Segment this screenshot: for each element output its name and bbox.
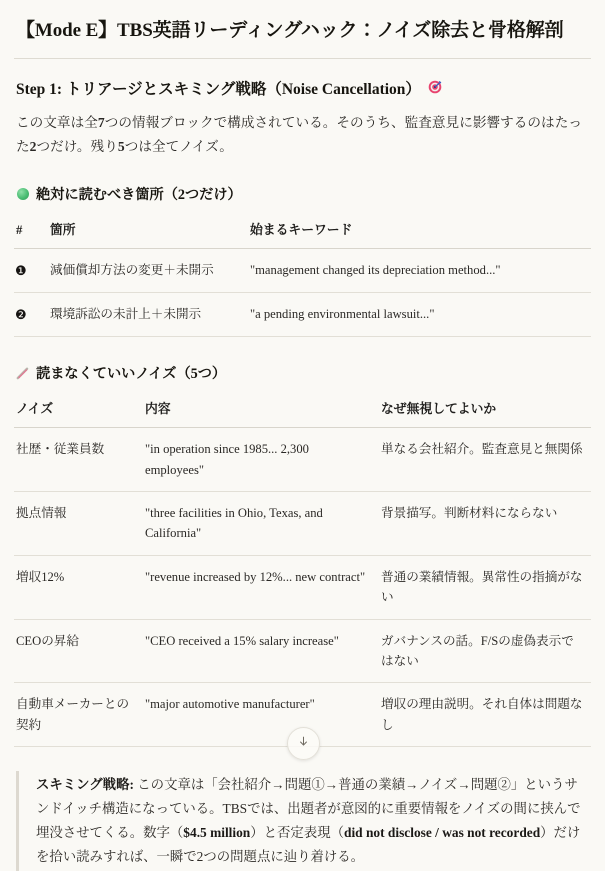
step-1-intro-paragraph (16, 111, 591, 158)
cell-noise: 増収12% (14, 555, 143, 619)
intro-count-total: 7 (97, 115, 105, 131)
intro-count-noise: 5 (117, 138, 125, 154)
table-row (14, 491, 591, 555)
cell-reason: 普通の業績情報。異常性の指摘がない (379, 555, 591, 619)
noise-section-heading (16, 363, 591, 383)
intro-text-c: つの情報ブロックで構成されている。そのうち、監査意見に影響するのはたった (16, 115, 582, 154)
column-header-keyword: 始まるキーワード (248, 215, 591, 249)
column-header-reason: なぜ無視してよいか (379, 394, 591, 428)
column-header-index: # (14, 215, 48, 249)
noise-table (14, 394, 591, 747)
cell-noise: 拠点情報 (14, 491, 143, 555)
cell-noise: CEOの昇給 (14, 619, 143, 683)
title-divider (14, 58, 591, 59)
must-read-table (14, 215, 591, 337)
cell-reason: 単なる会社紹介。監査意見と無関係 (379, 428, 591, 492)
cell-content: "three facilities in Ohio, Texas, and California" (143, 491, 379, 555)
noise-section-label: 読まなくていいノイズ（5つ） (36, 366, 227, 383)
cell-content: "major automotive manufacturer" (143, 683, 379, 747)
cell-index: ❶ (14, 249, 48, 293)
table-row (14, 428, 591, 492)
cell-keyword: "management changed its depreciation method..." (248, 249, 591, 293)
table-row (14, 293, 591, 337)
cell-content: "in operation since 1985... 2,300 employees" (143, 428, 379, 492)
cell-reason: 増収の理由説明。それ自体は問題なし (379, 683, 591, 747)
column-header-noise: ノイズ (14, 394, 143, 428)
callout-text-2: ）と否定表現（ (250, 824, 344, 840)
table-header-row (14, 394, 591, 428)
cell-keyword: "a pending environmental lawsuit..." (248, 293, 591, 337)
target-icon (428, 80, 442, 98)
step-1-heading-label: Step 1: トリアージとスキミング戦略（Noise Cancellation） (16, 80, 421, 98)
intro-count-important: 2 (29, 138, 37, 154)
table-row (14, 555, 591, 619)
cell-noise: 社歴・従業員数 (14, 428, 143, 492)
page-title: 【Mode E】TBS英語リーディングハック：ノイズ除去と骨格解剖 (16, 20, 564, 41)
callout-text-1: この文章は「会社紹介→問題①→普通の業績→ノイズ→問題②」というサンドイッチ構造になっている。TBSでは、出題者が意図的に重要情報をノイズの間に挟んで埋没させてくる。数字（ (36, 777, 581, 840)
callout-amount: $4.5 million (183, 824, 251, 840)
column-header-place: 箇所 (48, 215, 248, 249)
strikethrough-icon (16, 367, 29, 380)
must-read-section-heading (16, 184, 591, 204)
step-1-heading (16, 79, 591, 101)
cell-noise: 自動車メーカーとの契約 (14, 683, 143, 747)
cell-content: "CEO received a 15% salary increase" (143, 619, 379, 683)
cell-place: 減価償却方法の変更＋未開示 (48, 249, 248, 293)
cell-content: "revenue increased by 12%... new contract" (143, 555, 379, 619)
table-header-row (14, 215, 591, 249)
table-row (14, 249, 591, 293)
cell-reason: ガバナンスの話。F/Sの虚偽表示ではない (379, 619, 591, 683)
table-row (14, 619, 591, 683)
must-read-section-label: 絶対に読むべき箇所（2つだけ） (36, 187, 242, 204)
green-circle-icon (16, 188, 29, 201)
intro-text-g: つは全てノイズ。 (124, 138, 233, 154)
skimming-strategy-callout (16, 771, 591, 870)
column-header-content: 内容 (143, 394, 379, 428)
cell-index: ❷ (14, 293, 48, 337)
intro-text-e: つだけ。残り (36, 138, 118, 154)
callout-negation-phrases: did not disclose / was not recorded (344, 824, 541, 840)
callout-label: スキミング戦略: (36, 777, 134, 793)
intro-text-a: この文章は全 (16, 115, 98, 131)
cell-reason: 背景描写。判断材料にならない (379, 491, 591, 555)
callout-text-3: ）だけを拾い読みすれば、一瞬で2つの問題点に辿り着ける。 (36, 824, 581, 864)
cell-place: 環境訴訟の未計上＋未開示 (48, 293, 248, 337)
